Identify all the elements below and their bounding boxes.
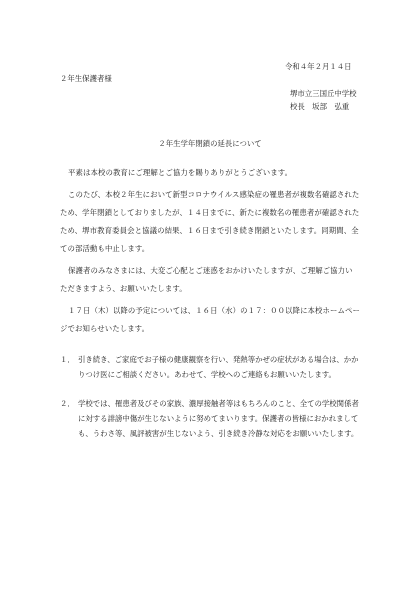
- notes-list: [60, 352, 360, 455]
- principal-name: 校長 坂部 弘重: [290, 102, 350, 111]
- note-number: ２．: [60, 399, 75, 408]
- note-item: [60, 352, 360, 382]
- document-date: 令和４年２月１４日: [285, 62, 352, 71]
- document-body: [60, 164, 360, 342]
- note-number: １．: [60, 355, 75, 364]
- school-name: 堺市立三国丘中学校: [290, 89, 357, 98]
- recipient: ２年生保護者様: [60, 74, 112, 83]
- note-text: 学校では、罹患者及びその家族、濃厚接触者等はもちろんのこと、全ての学校関係者に対する誹謗中傷が生じないように努めてまいります。保護者の皆様におかれましても、うわさ等、風評被害が生じないよう、引き続き冷静な対応をお願いいたします。: [78, 399, 359, 438]
- document-title: ２年生学年閉鎖の延長について: [158, 139, 262, 148]
- paragraph-closure-notice: このたび、本校２年生において新型コロナウイルス感染症の罹患者が複数名確認されたため、学年閉鎖としておりましたが、１４日までに、新たに複数名の罹患者が確認されたため、堺市教育委員会と協議の結果、１６日まで引き続き閉鎖といたします。同期間、全ての部活動も中止します。: [60, 190, 360, 253]
- paragraph-schedule: １７日（木）以降の予定については、１６日（水）の１７：００以降に本校ホームページでお知らせいたします。: [60, 306, 360, 333]
- paragraph-apology: 保護者のみなさまには、大変ご心配とご迷惑をおかけいたしますが、ご理解ご協力いただきますよう、お願いいたします。: [60, 266, 353, 293]
- note-item: [60, 396, 360, 441]
- paragraph-greeting: 平素は本校の教育にご理解とご協力を賜りありがとうございます。: [68, 168, 293, 177]
- note-text: 引き続き、ご家庭でお子様の健康観察を行い、発熱等かぜの症状がある場合は、かかりつけ医にご相談ください。あわせて、学校へのご連絡もお願いいたします。: [78, 355, 359, 379]
